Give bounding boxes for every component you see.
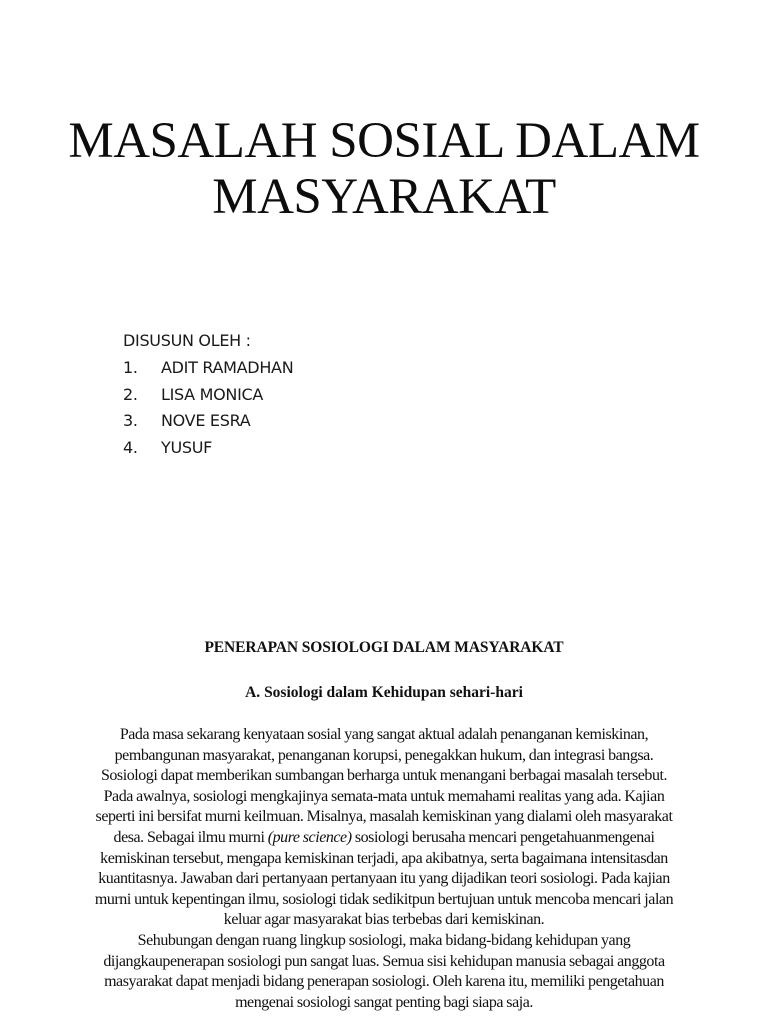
text-line: Pada masa sekarang kenyataan sosial yang sangat aktual adalah penanganan kemiskinan, bbox=[119, 726, 649, 743]
text-line: seperti ini bersifat murni keilmuan. Misalnya, masalah kemiskinan yang dialami oleh masyarakat bbox=[95, 808, 673, 826]
author-number: 3. bbox=[123, 411, 138, 431]
text-line bbox=[34, 828, 734, 849]
author-name: LISA MONICA bbox=[161, 384, 264, 404]
italic-term: (pure science) bbox=[267, 828, 352, 846]
text-line: mengenai sosiologi sangat penting bagi siapa saja. bbox=[235, 993, 533, 1011]
section-heading bbox=[0, 683, 768, 703]
slide-title-line-2: MASYARAKAT bbox=[212, 169, 556, 225]
authors-heading: DISUSUN OLEH : bbox=[123, 331, 251, 350]
authors-block bbox=[123, 328, 293, 462]
author-item bbox=[123, 435, 293, 462]
author-name: ADIT RAMADHAN bbox=[161, 357, 294, 377]
document-title: PENERAPAN SOSIOLOGI DALAM MASYARAKAT bbox=[204, 639, 564, 656]
text-line: dijangkaupenerapan sosiologi pun sangat luas. Semua sisi kehidupan manusia sebagai anggota bbox=[103, 952, 665, 970]
text-line: keluar agar masyarakat bias terbebas dari kemiskinan. bbox=[223, 911, 545, 929]
text-line: kemiskinan tersebut, mengapa kemiskinan terjadi, apa akibatnya, serta bagaimana intensitasdan bbox=[100, 849, 668, 867]
slide-title bbox=[0, 113, 768, 225]
text-segment: desa. Sebagai ilmu murni bbox=[113, 828, 268, 846]
author-name: NOVE ESRA bbox=[161, 411, 251, 431]
authors-list bbox=[123, 355, 293, 462]
document-page bbox=[0, 638, 768, 1013]
text-line: Sosiologi dapat memberikan sumbangan berharga untuk menangani berbagai masalah tersebut. bbox=[100, 767, 668, 785]
text-segment: sosiologi berusaha mencari pengetahuanmengenai bbox=[351, 828, 655, 846]
author-number: 2. bbox=[123, 384, 138, 404]
text-line: kuantitasnya. Jawaban dari pertanyaan pertanyaan itu yang dijadikan teori sosiologi. Pada kajian bbox=[98, 870, 670, 888]
text-line: murni untuk kepentingan ilmu, sosiologi tidak sedikitpun bertujuan untuk mencoba mencari jalan bbox=[94, 890, 674, 908]
text-line: masyarakat dapat menjadi bidang penerapan sosiologi. Oleh karena itu, memiliki pengetahuan bbox=[104, 973, 664, 991]
text-line: Pada awalnya, sosiologi mengkajinya semata-mata untuk memahami realitas yang ada. Kajian bbox=[103, 787, 665, 805]
section-title: Sosiologi dalam Kehidupan sehari-hari bbox=[264, 684, 523, 701]
section-prefix: A. bbox=[245, 684, 265, 701]
author-item bbox=[123, 382, 293, 409]
slide-title-line-1: MASALAH SOSIAL DALAM bbox=[68, 113, 700, 169]
author-item bbox=[123, 408, 293, 435]
author-name: YUSUF bbox=[161, 438, 213, 458]
author-item bbox=[123, 355, 293, 382]
text-line: Sehubungan dengan ruang lingkup sosiologi, maka bidang-bidang kehidupan yang bbox=[137, 931, 631, 949]
body-text bbox=[34, 725, 734, 1013]
paragraph-1 bbox=[34, 725, 734, 931]
paragraph-2 bbox=[34, 931, 734, 1013]
author-number: 4. bbox=[123, 438, 138, 458]
text-line: pembangunan masyarakat, penanganan korupsi, penegakkan hukum, dan integrasi bangsa. bbox=[114, 746, 654, 764]
author-number: 1. bbox=[123, 357, 138, 377]
